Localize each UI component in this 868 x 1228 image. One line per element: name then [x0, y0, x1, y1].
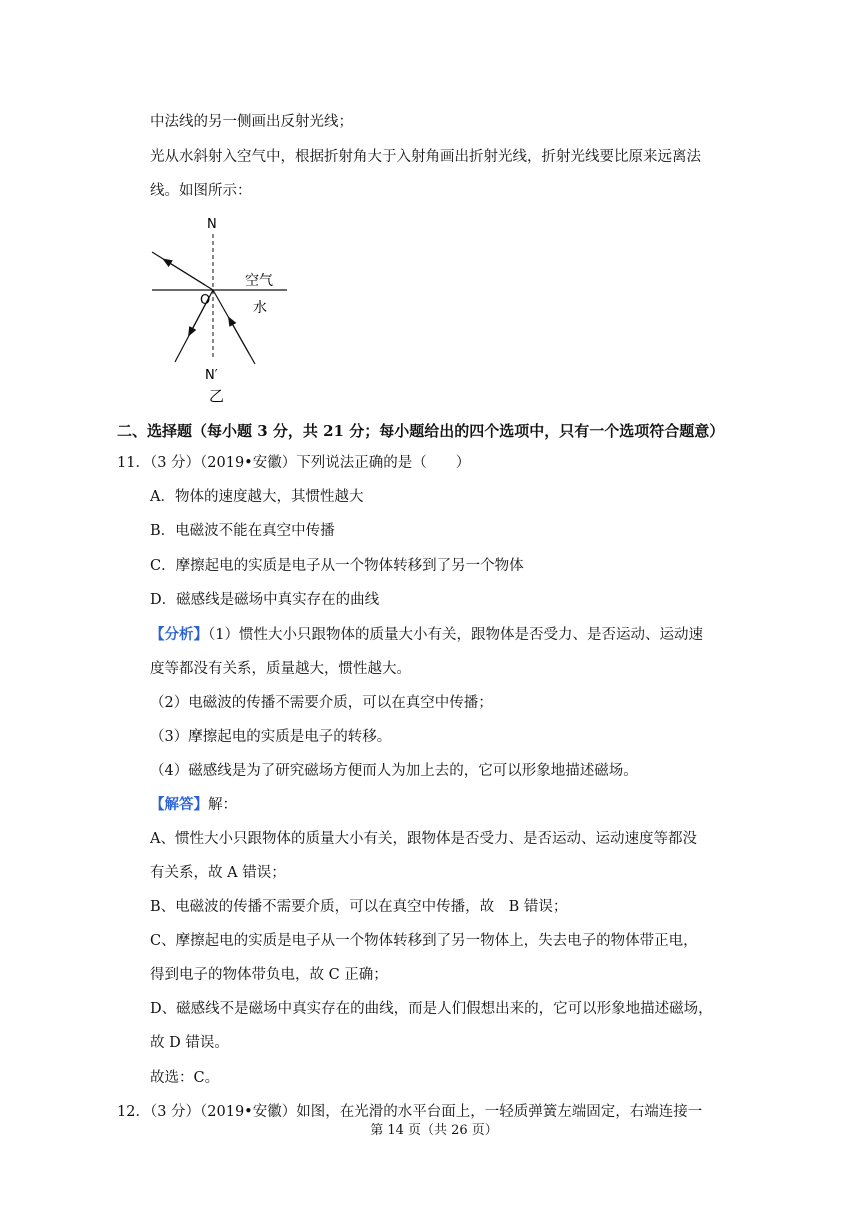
analysis-line: 度等都没有关系，质量越大，惯性越大。 — [150, 661, 411, 677]
normal-label-n: N — [207, 217, 217, 232]
page-footer: 第 14 页（共 26 页） — [370, 1123, 498, 1138]
answer-header — [150, 795, 237, 815]
option-b: B．电磁波不能在真空中传播 — [150, 523, 335, 539]
answer-line: D、磁感线不是磁场中真实存在的曲线，而是人们假想出来的，它可以形象地描述磁场， — [150, 1001, 713, 1017]
analysis-line: （4）磁感线是为了研究磁场方便而人为加上去的，它可以形象地描述磁场。 — [150, 763, 638, 779]
point-label-o: O — [200, 293, 211, 308]
answer-choice: 故选：C。 — [150, 1070, 220, 1086]
analysis-line: （3）摩擦起电的实质是电子的转移。 — [150, 729, 392, 745]
normal-label-n-prime: N′ — [205, 368, 218, 383]
answer-line: 得到电子的物体带负电，故 C 正确； — [150, 967, 388, 983]
section-title: 二、选择题（每小题 3 分，共 21 分；每小题给出的四个选项中，只有一个选项符合题意） — [117, 422, 725, 440]
analysis-line: （2）电磁波的传播不需要介质，可以在真空中传播； — [150, 695, 493, 711]
text-line: 线。如图所示： — [150, 183, 252, 199]
refracted-arrow — [164, 260, 205, 286]
refraction-diagram — [145, 212, 305, 407]
question-stem: 11．（3 分）（2019•安徽）下列说法正确的是（ ） — [117, 455, 471, 471]
answer-line: 故 D 错误。 — [150, 1035, 229, 1051]
answer-line: 有关系，故 A 错误； — [150, 865, 286, 881]
incident-arrow — [229, 318, 249, 354]
option-d: D．磁感线是磁场中真实存在的曲线 — [150, 592, 380, 608]
answer-line: A、惯性大小只跟物体的质量大小有关，跟物体是否受力、是否运动、运动速度等都没 — [150, 831, 697, 847]
answer-intro: 解： — [208, 797, 237, 813]
text-line: 中法线的另一侧画出反射光线； — [150, 114, 353, 130]
option-c: C．摩擦起电的实质是电子从一个物体转移到了另一个物体 — [150, 558, 524, 574]
answer-tag: 【解答】 — [150, 796, 208, 813]
medium-label-water: 水 — [253, 300, 267, 316]
analysis-text: （1）惯性大小只跟物体的质量大小有关，跟物体是否受力、是否运动、运动速 — [208, 627, 703, 643]
medium-label-air: 空气 — [245, 273, 273, 289]
answer-line: C、摩擦起电的实质是电子从一个物体转移到了另一物体上，失去电子的物体带正电， — [150, 933, 698, 949]
diagram-caption: 乙 — [209, 387, 225, 405]
text-line: 光从水斜射入空气中，根据折射角大于入射角画出折射光线，折射光线要比原来远离法 — [150, 149, 701, 165]
answer-line: B、电磁波的传播不需要介质，可以在真空中传播，故 B 错误； — [150, 899, 568, 915]
option-a: A．物体的速度越大，其惯性越大 — [150, 489, 364, 505]
analysis-line — [150, 625, 703, 645]
analysis-tag: 【分析】 — [150, 626, 208, 643]
question-stem: 12．（3 分）（2019•安徽）如图，在光滑的水平台面上，一轻质弹簧左端固定，右端连接一 — [117, 1104, 703, 1120]
